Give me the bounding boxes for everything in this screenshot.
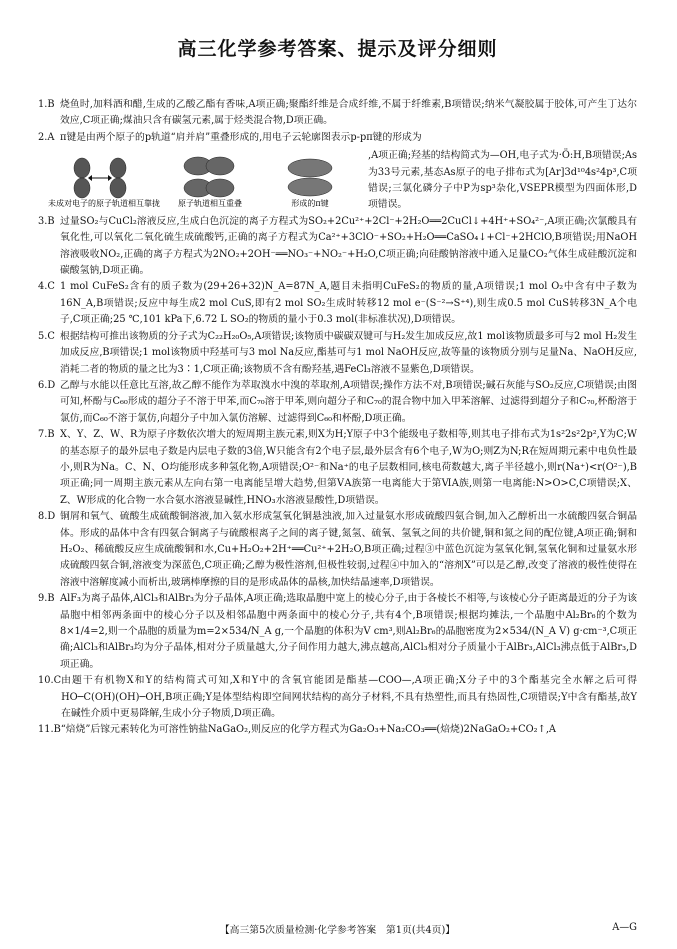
pi-bond-orbital-diagram (48, 154, 360, 209)
orbital-label-2: 原子轨道相互重叠 (178, 199, 242, 209)
page-title: 高三化学参考答案、提示及评分细则 (177, 38, 498, 60)
answer-text: AlF₃为离子晶体,AlCl₃和AlBr₃为分子晶体,A项正确;选取晶胞中宽上的棱心分子,由于各棱长不相等,与该棱心分子距离最近的分子为该晶胞中相邻两条面中的棱心分子以及相邻晶胞中两条面中的棱心分子,共有4个,B项错误;根据均摊法,一个晶胞中Al₂Br₆的个数为8×1/4=2,则一个晶胞的质量为m=2×534/N_A g,一个晶胞的体积为V cm³,则Al₂Br₆的晶胞密度为2×534/(N_A V) g·cm⁻³,C项正确;AlCl₃和AlBr₃均为分子晶体,相对分子质量越大,分子间作用力越大,沸点越高,AlCl₃相对分子质量小于AlBr₃,AlCl₃沸点低于AlBr₃,D项正确。 (60, 593, 637, 670)
answer-list (38, 97, 637, 739)
answer-number: 3.B (38, 215, 55, 227)
answer-item-7 (38, 427, 637, 509)
answer-item-1 (38, 97, 637, 130)
answer-text: π键是由两个原子的p轨道“肩并肩”重叠形成的,用电子云轮廓图表示p-pπ键的形成为 (60, 131, 422, 143)
answer-text: 1 mol CuFeS₂含有的质子数为(29+26+32)N_A=87N_A,题目未指明CuFeS₂的物质的量,A项错误;1 mol O₂中含有中子数为16N_A,B项错误;反应中每生成2 mol CuS,即有2 mol SO₂生成时转移12 mol e⁻(S⁻²→S⁺⁴),则生成0.5 mol CuS转移3N_A个电子,C项正确;25 ℃,101 kPa下,6.72 L SO₂的物质的量小于0.3 mol(非标准状况),D项错误。 (60, 281, 637, 326)
answer-item-11 (38, 722, 637, 738)
answer-text: X、Y、Z、W、R为原子序数依次增大的短周期主族元素,则X为H;Y原子中3个能级电子数相等,则其电子排布式为1s²2s²2p²,Y为C;W的基态原子的最外层电子数是内层电子数的3倍,W只能含有2个电子层,最外层含有6个电子,W为O;则Z为N;R在短周期元素中电负性最小,则R为Na。C、N、O均能形成多种氢化物,A项错误;O²⁻和Na⁺的电子层数相同,核电荷数越大,离子半径越小,则r(Na⁺)<r(O²⁻),B项正确;同一周期主族元素从左向右第一电离能呈增大趋势,但第ⅤA族第一电离能大于第ⅥA族,则第一电离能:N>O>C,C项错误;X、Z、W形成的化合物一水合氨水溶液显碱性,HNO₃水溶液显酸性,D项错误。 (60, 429, 637, 506)
answer-text: 烧鱼时,加料酒和醋,生成的乙酸乙酯有香味,A项正确;聚酯纤维是合成纤维,不属于纤维素,B项错误;纳米气凝胶属于胶体,可产生丁达尔效应,C项正确;煤油只含有碳氢元素,属于烃类混合物,D项正确。 (60, 99, 637, 127)
orbital-figure-row (48, 148, 637, 214)
answer-number: 7.B (38, 429, 55, 441)
page-footer (38, 922, 637, 936)
orbital-label-1: 未成对电子的原子轨道相互靠拢 (48, 199, 160, 209)
footer-text: 【高三第5次质量检测·化学参考答案 第1页(共4页)】 (219, 925, 456, 936)
answer-number: 2.A (38, 131, 55, 143)
answer-item-3 (38, 214, 637, 280)
answer-number: 4.C (38, 281, 55, 293)
answer-text: 铜屑和氧气、硫酸生成硫酸铜溶液,加入氨水形成氢氧化铜悬浊液,加入过量氨水形成硫酸四氨合铜,加入乙醇析出一水硫酸四氨合铜晶体。形成的晶体中含有四氨合铜离子与硫酸根离子之间的离子键,氮氢、硫氧、氢氧之间的共价键,铜和氮之间的配位键,A项正确;铜和H₂O₂、稀硫酸反应生成硫酸铜和水,Cu+H₂O₂+2H⁺══Cu²⁺+2H₂O,B项正确;过程③中蓝色沉淀为氢氧化铜,氢氧化铜和过量氨水形成硫酸四氨合铜,溶液变为深蓝色,C项正确;乙醇为极性溶剂,但极性较弱,过程④中加入的“溶剂X”可以是乙醇,改变了溶液的极性使得在溶液中溶解度减小而析出,玻璃棒摩擦的目的是形成晶体的晶核,加快结晶速率,D项错误。 (60, 511, 637, 588)
answer-number: 9.B (38, 593, 55, 605)
answer-item-10 (38, 673, 637, 722)
footer-code: A—G (612, 922, 637, 933)
answer-number: 8.D (38, 511, 56, 523)
answer-text: 根据结构可推出该物质的分子式为C₂₂H₂₀O₅,A项错误;该物质中碳碳双键可与H₂发生加成反应,故1 mol该物质最多可与2 mol H₂发生加成反应,B项错误;1 mol该物质中羟基可与3 mol Na反应,酯基可与1 mol NaOH反应,故等量的该物质分别与足量Na、NaOH反应,消耗二者的物质的量之比为3∶1,C项正确;该物质不含有酚羟基,遇FeCl₃溶液不显紫色,D项错误。 (60, 330, 637, 375)
answer-number: 11.B (38, 724, 61, 736)
answer-text: 乙醇与水能以任意比互溶,故乙醇不能作为萃取溴水中溴的萃取剂,A项错误;操作方法不对,B项错误;碱石灰能与SO₂反应,C项错误;由图可知,杯酚与C₆₀形成的超分子不溶于甲苯,而C₇₀溶于甲苯,则向超分子和C₇₀的混合物中加入甲苯溶解、过滤得到超分子和C₇₀,杯酚溶于氯仿,而C₆₀不溶于氯仿,向超分子中加入氯仿溶解、过滤得到C₆₀和杯酚,D项正确。 (60, 379, 637, 424)
answer-number: 5.C (38, 330, 55, 342)
answer-item-5 (38, 329, 637, 378)
answer-item-4 (38, 279, 637, 328)
answer-number: 1.B (38, 99, 55, 110)
answer-2-continuation: ,A项正确;羟基的结构简式为—OH,电子式为·Ö:H,B项错误;As为33号元素,基态As原子的电子排布式为[Ar]3d¹⁰4s²4p³,C项错误;三氯化磷分子中P为sp³杂化,VSEPR模型为四面体形,D项错误。 (368, 150, 637, 211)
answer-item-2 (38, 130, 637, 146)
answer-item-9 (38, 591, 637, 673)
answer-text: 过量SO₂与CuCl₂溶液反应,生成白色沉淀的离子方程式为SO₂+2Cu²⁺+2Cl⁻+2H₂O══2CuCl↓+4H⁺+SO₄²⁻,A项正确;次氯酸具有氧化性,可以氧化二氧化硫生成硫酸钙,正确的离子方程式为Ca²⁺+3ClO⁻+SO₂+H₂O══CaSO₄↓+Cl⁻+2HClO,B项错误;用NaOH溶液吸收NO₂,正确的离子方程式为2NO₂+2OH⁻══NO₃⁻+NO₂⁻+H₂O,C项正确;向硅酸钠溶液中通入足量CO₂气体生成硅酸沉淀和碳酸氢钠,D项正确。 (60, 215, 637, 277)
answer-text: “焙烧”后镓元素转化为可溶性钠盐NaGaO₂,则反应的化学方程式为Ga₂O₃+Na₂CO₃══(焙烧)2NaGaO₂+CO₂↑,A (60, 724, 557, 736)
answer-text: 由题干有机物X和Y的结构简式可知,X和Y中的含氧官能团是酯基—COO—,A项正确;X分子中的3个酯基完全水解之后可得 HO─C(OH)(OH)─OH,B项正确;Y是体型结构即空间网状结构的高分子材料,不具有热塑性,而具有热固性,C项错误;Y中含有酯基,故Y在碱性介质中更易降解,生成小分子物质,D项正确。 (61, 675, 637, 720)
orbital-label-3: 形成的π键 (291, 199, 329, 209)
answer-number: 6.D (38, 379, 56, 391)
answer-item-8 (38, 509, 637, 591)
answer-number: 10.C (38, 675, 62, 687)
answer-item-6 (38, 378, 637, 427)
